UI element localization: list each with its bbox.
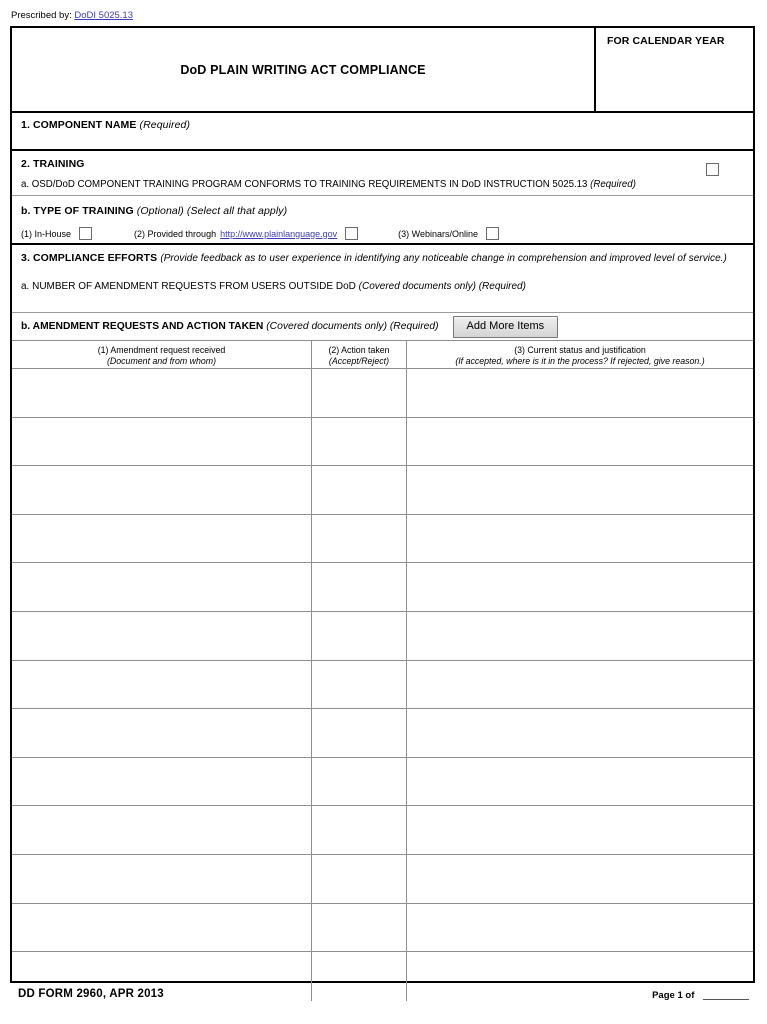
section-3a-row — [21, 281, 753, 292]
table-cell-2[interactable] — [312, 661, 407, 709]
section-2a-text: a. OSD/DoD COMPONENT TRAINING PROGRAM CONFORMS TO TRAINING REQUIREMENTS IN DoD INSTRUCTION 5025.13 — [21, 179, 588, 190]
form-title-block — [12, 28, 753, 113]
table-cell-3[interactable] — [407, 709, 753, 757]
table-cell-3[interactable] — [407, 563, 753, 611]
table-row — [12, 806, 753, 855]
table-cell-3[interactable] — [407, 612, 753, 660]
section-2a-qualifier: (Required) — [590, 179, 636, 190]
table-cell-2[interactable] — [312, 418, 407, 466]
table-cell-2[interactable] — [312, 515, 407, 563]
table-cell-1[interactable] — [12, 369, 312, 417]
section-3b-label: b. AMENDMENT REQUESTS AND ACTION TAKEN — [21, 321, 264, 332]
section-2b-heading — [21, 205, 753, 217]
column-header-3-line-2: (If accepted, where is it in the process? If rejected, give reason.) — [455, 356, 705, 366]
section-2-training — [12, 151, 753, 196]
column-header-2-line-2: (Accept/Reject) — [328, 356, 390, 366]
table-cell-3[interactable] — [407, 758, 753, 806]
section-2-number: 2. — [21, 158, 30, 170]
column-header-1-line-1: (1) Amendment request received — [97, 345, 226, 355]
section-3a-text: a. NUMBER OF AMENDMENT REQUESTS FROM USERS OUTSIDE DoD — [21, 281, 356, 292]
section-3-title: COMPLIANCE EFFORTS — [32, 252, 158, 264]
table-cell-1[interactable] — [12, 563, 312, 611]
section-3a-qualifier-2: (Required) — [478, 281, 526, 292]
table-cell-2[interactable] — [312, 709, 407, 757]
table-row — [12, 904, 753, 953]
page-total-input[interactable] — [703, 990, 749, 1000]
form-identifier: DD FORM 2960, APR 2013 — [18, 988, 164, 1000]
section-3-qualifier: (Provide feedback as to user experience in identifying any noticeable change in comprehension and improved level of service.) — [160, 253, 727, 264]
table-cell-2[interactable] — [312, 466, 407, 514]
column-header-2-line-1: (2) Action taken — [328, 345, 390, 355]
table-cell-2[interactable] — [312, 806, 407, 854]
section-2b-label: b. TYPE OF TRAINING — [21, 205, 134, 217]
section-1-heading — [21, 119, 753, 131]
section-1-component-name[interactable] — [12, 113, 753, 151]
page-number: 1 — [677, 990, 683, 1001]
table-cell-1[interactable] — [12, 466, 312, 514]
table-row — [12, 661, 753, 710]
training-option-1-checkbox[interactable] — [79, 227, 92, 240]
section-3b-header — [12, 313, 753, 341]
plainlanguage-gov-link[interactable]: http://www.plainlanguage.gov — [220, 228, 338, 239]
table-row — [12, 612, 753, 661]
table-cell-3[interactable] — [407, 855, 753, 903]
training-option-2-label: (2) Provided through — [134, 228, 217, 239]
section-3b-qualifier-1: (Covered documents only) — [266, 321, 387, 332]
table-row — [12, 758, 753, 807]
page-label: Page — [652, 990, 675, 1001]
dodi-reference-link[interactable]: DoDI 5025.13 — [74, 10, 133, 21]
table-cell-3[interactable] — [407, 418, 753, 466]
table-cell-2[interactable] — [312, 904, 407, 952]
calendar-year-label: FOR CALENDAR YEAR — [607, 35, 725, 47]
table-cell-1[interactable] — [12, 855, 312, 903]
training-type-options — [21, 227, 753, 240]
section-2-title: TRAINING — [32, 158, 85, 170]
form-footer — [10, 988, 755, 1008]
column-header-amendment-request — [12, 341, 312, 368]
table-row — [12, 418, 753, 467]
table-cell-1[interactable] — [12, 661, 312, 709]
column-header-1-line-2: (Document and from whom) — [106, 356, 217, 366]
table-cell-2[interactable] — [312, 369, 407, 417]
section-3-heading — [21, 252, 753, 264]
prescribed-by — [11, 10, 133, 22]
section-2b-qualifier-2: (Select all that apply) — [186, 205, 288, 217]
table-cell-1[interactable] — [12, 612, 312, 660]
prescribed-by-label: Prescribed by: — [11, 10, 72, 21]
table-cell-3[interactable] — [407, 904, 753, 952]
column-header-current-status — [407, 341, 753, 368]
section-1-title: COMPONENT NAME — [32, 119, 137, 131]
add-more-items-button[interactable]: Add More Items — [453, 316, 559, 338]
form-title-cell — [12, 28, 596, 111]
table-cell-2[interactable] — [312, 758, 407, 806]
section-2-heading — [21, 158, 753, 170]
table-cell-3[interactable] — [407, 466, 753, 514]
table-cell-3[interactable] — [407, 806, 753, 854]
table-row — [12, 466, 753, 515]
column-header-action-taken — [312, 341, 407, 368]
section-2a-row — [21, 179, 753, 190]
calendar-year-cell[interactable] — [598, 28, 753, 111]
page-title: DoD PLAIN WRITING ACT COMPLIANCE — [180, 62, 426, 77]
column-header-3-line-1: (3) Current status and justification — [514, 345, 646, 355]
table-cell-1[interactable] — [12, 418, 312, 466]
table-cell-2[interactable] — [312, 612, 407, 660]
table-cell-2[interactable] — [312, 563, 407, 611]
table-body — [12, 369, 753, 1001]
table-cell-3[interactable] — [407, 661, 753, 709]
training-option-1-label: (1) In-House — [21, 228, 72, 239]
table-row — [12, 369, 753, 418]
section-3b-qualifier-2: (Required) — [389, 321, 439, 332]
table-cell-3[interactable] — [407, 515, 753, 563]
form-body — [10, 26, 755, 983]
table-row — [12, 563, 753, 612]
table-cell-1[interactable] — [12, 758, 312, 806]
section-1-number: 1. — [21, 119, 30, 131]
table-cell-1[interactable] — [12, 904, 312, 952]
section-2b-qualifier-1: (Optional) — [136, 205, 184, 217]
section-1-qualifier: (Required) — [139, 119, 191, 131]
table-header-row — [12, 341, 753, 369]
table-cell-1[interactable] — [12, 515, 312, 563]
page-of-label: of — [685, 990, 695, 1001]
amendment-requests-table — [12, 341, 753, 1001]
page-indicator — [652, 990, 749, 1001]
table-row — [12, 515, 753, 564]
table-cell-2[interactable] — [312, 855, 407, 903]
training-option-3-checkbox[interactable] — [486, 227, 499, 240]
table-cell-3[interactable] — [407, 369, 753, 417]
table-cell-1[interactable] — [12, 709, 312, 757]
training-option-3-label: (3) Webinars/Online — [398, 228, 479, 239]
section-3a-qualifier-1: (Covered documents only) — [358, 281, 476, 292]
section-3-number: 3. — [21, 252, 30, 264]
table-cell-1[interactable] — [12, 806, 312, 854]
table-row — [12, 709, 753, 758]
table-row — [12, 855, 753, 904]
section-2a-checkbox[interactable] — [706, 163, 719, 176]
training-option-2-checkbox[interactable] — [345, 227, 358, 240]
section-3-compliance-efforts — [12, 245, 753, 313]
section-2b-type-of-training — [12, 196, 753, 245]
section-3b-label-group — [21, 321, 439, 332]
